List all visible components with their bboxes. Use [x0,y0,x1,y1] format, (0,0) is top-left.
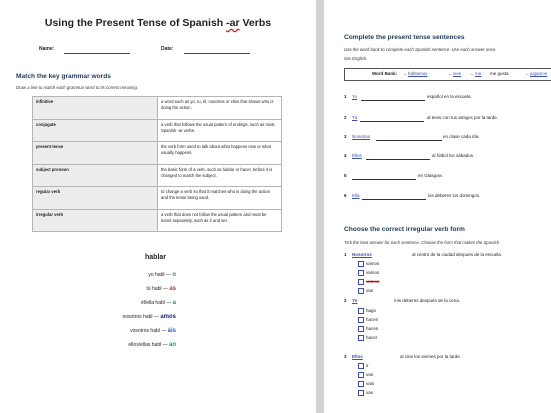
sentence-number: 3 [344,134,347,139]
checkbox-icon[interactable] [358,363,364,369]
conjugation-line: yo habl — o [148,272,176,278]
table-row [33,187,282,210]
word-bank-bullet: ← [448,70,453,76]
sentence-text: al tenis con tus amigos por la tarde. [427,115,499,120]
checkbox-icon[interactable] [358,279,364,285]
answer-blank[interactable] [352,179,416,180]
option-checkbox[interactable]: haces [358,317,378,323]
sentence-text: en clase cada día. [443,134,480,139]
definition-cell[interactable]: the verb form used to talk about what happens now or what usually happens. [158,142,282,165]
option-checkbox[interactable]: hacen [358,326,378,332]
word-bank-box [344,68,551,81]
checkbox-icon[interactable] [358,270,364,276]
page-divider [316,0,324,413]
word-bank-item[interactable]: me gusta [490,71,509,76]
question-number: 2 [344,298,347,303]
sentence-subject: Yo [352,94,358,99]
table-row [33,164,282,187]
irregular-instructions: Tick the best answer for each sentence. Choose the form that makes the Spanish [344,240,499,245]
complete-heading: Complete the present tense sentences [344,34,465,41]
answer-blank[interactable] [366,159,430,160]
sentence-subject: Ellos [352,153,362,158]
conjugation-line: ellos/ellas habl — an [128,342,176,348]
question-number: 1 [344,252,347,257]
matching-heading: Match the key grammar words [16,73,111,80]
checkbox-icon[interactable] [358,326,364,332]
term-cell[interactable]: conjugate [33,119,158,142]
option-checkbox[interactable]: ir [358,363,369,369]
definition-cell[interactable]: the basic form of a verb, such as hablar or hacer, before it is changed to match the subject. [158,164,282,187]
sentence-text: español en la escuela. [427,94,472,99]
question-text: al cine los viernes por la tarde. [400,354,462,359]
sentence-subject: Ella [352,193,360,198]
question-text: al centro de la ciudad después de la escuela. [412,252,503,257]
sentence-text: en Glasgow. [418,173,443,178]
option-checkbox[interactable]: van [358,372,373,378]
answer-blank[interactable] [360,121,424,122]
matching-instructions: Draw a line to match each grammar word to its correct meaning. [16,85,139,90]
option-checkbox[interactable]: van [358,288,373,294]
conjugation-line: tú habl — as [146,286,176,292]
checkbox-icon[interactable] [358,261,364,267]
conjugation-line: nosotros habl — amos [122,314,176,320]
conjugation-line: él/ella habl — a [140,300,176,306]
name-line[interactable] [64,53,130,54]
question-subject: Ellos [352,354,363,359]
complete-instructions-2: into English. [344,56,368,61]
sentence-number: 5 [344,173,347,178]
answer-blank[interactable] [361,100,425,101]
term-cell[interactable]: subject pronoun [33,164,158,187]
word-bank-label: Word Bank: [372,71,398,76]
word-bank-bullet: ← [470,70,475,76]
question-subject: Nosotros [352,252,372,257]
definition-cell[interactable]: a verb that follows the usual pattern of endings, such as most Spanish -ar verbs. [158,119,282,142]
option-checkbox[interactable]: hacer [358,335,377,341]
name-label: Name: [39,46,55,52]
table-row [33,97,282,120]
term-cell[interactable]: present tense [33,142,158,165]
sentence-number: 1 [344,94,347,99]
answer-blank[interactable] [376,140,442,141]
checkbox-icon[interactable] [358,372,364,378]
word-bank-bullet: ← [403,70,408,76]
complete-instructions-1: Use the word bank to complete each Spanish sentence. Use each answer once. [344,47,497,52]
definition-cell[interactable]: a verb that does not follow the usual pattern and must be learnt separately, such as ir and ser. [158,209,282,232]
term-cell[interactable]: irregular verb [33,209,158,232]
checkbox-icon[interactable] [358,317,364,323]
sentence-subject: Nosotros [352,134,371,139]
checkbox-icon[interactable] [358,335,364,341]
worksheet-title: Using the Present Tense of Spanish -ar Verbs [44,17,272,29]
irregular-heading: Choose the correct irregular verb form [344,226,465,233]
table-row [33,142,282,165]
sentence-text: los deberes los domingos. [428,193,481,198]
option-checkbox[interactable]: vas [358,390,373,396]
table-row [33,119,282,142]
spelling-error-mark: -ar [226,17,240,29]
answer-blank[interactable] [362,199,426,200]
question-text: mis deberes después de la cena. [394,298,461,303]
worksheet-page-right [324,0,551,413]
crossed-out-option: vamos [366,279,380,284]
date-line[interactable] [184,53,250,54]
question-number: 3 [344,354,347,359]
table-row [33,209,282,232]
word-bank-item[interactable]: jugamos [530,71,548,76]
option-checkbox[interactable] [358,279,379,285]
sentence-subject: Tú [352,115,358,120]
definition-cell[interactable]: to change a verb so that it matches who is doing the action and the tense being used. [158,187,282,210]
checkbox-icon[interactable] [358,308,364,314]
definition-cell[interactable]: a word such as yo, tu, él, nosotros or ellos that shows who is doing the action. [158,97,282,120]
sentence-number: 2 [344,115,347,120]
conjugation-verb: hablar [145,254,167,261]
option-checkbox[interactable]: vamos [358,270,379,276]
checkbox-icon[interactable] [358,288,364,294]
word-bank-item[interactable]: vive [453,71,462,76]
checkbox-icon[interactable] [358,381,364,387]
option-checkbox[interactable]: vais [358,381,374,387]
sentence-text: al fútbol los sábados. [432,153,475,158]
sentence-number: 6 [344,193,347,198]
checkbox-icon[interactable] [358,390,364,396]
word-bank-item[interactable]: me [475,71,482,76]
sentence-number: 4 [344,153,347,158]
term-cell[interactable]: infinitive [33,97,158,120]
word-bank-item[interactable]: hablamos [408,71,428,76]
matching-table [32,96,282,232]
date-label: Date: [161,46,174,52]
term-cell[interactable]: regular verb [33,187,158,210]
option-checkbox[interactable]: vamos [358,261,379,267]
option-checkbox[interactable]: hago [358,308,376,314]
question-subject: Yo [352,298,358,303]
word-bank-bullet: ← [525,70,530,76]
conjugation-line: vosotros habl — áis [130,328,176,334]
